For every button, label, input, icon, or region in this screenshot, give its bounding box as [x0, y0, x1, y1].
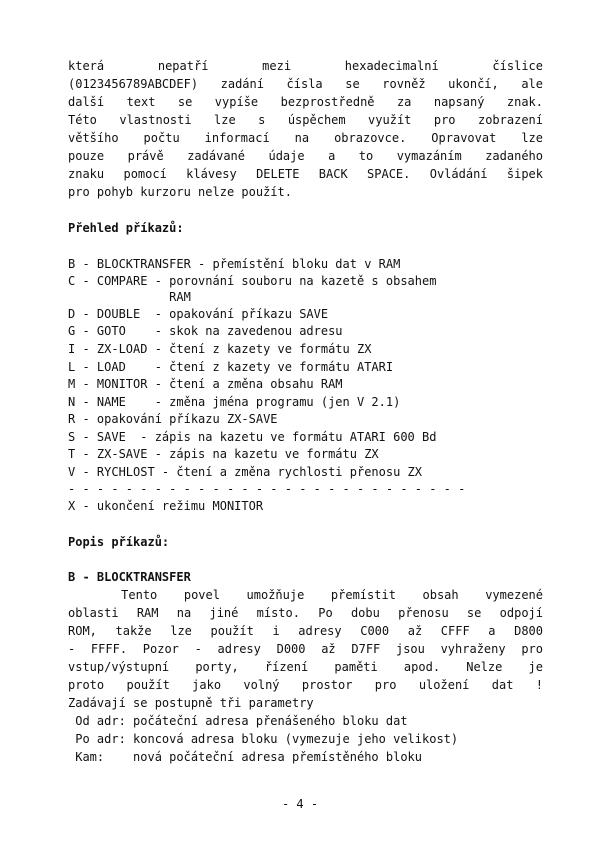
blocktransfer-title: B - BLOCKTRANSFER	[68, 570, 191, 584]
blocktransfer-text-line: Tento povel umožňuje přemístit obsah vymezené	[68, 588, 543, 602]
intro-line-2: (0123456789ABCDEF) zadání čísla se rovněž ukončí, ale	[68, 77, 543, 91]
parameter-line: Kam: nová počáteční adresa přemístěného bloku	[68, 750, 423, 764]
command-line: L - LOAD - čtení z kazety ve formátu ATARI	[68, 360, 394, 374]
command-line: B - BLOCKTRANSFER - přemístění bloku dat v RAM	[68, 257, 401, 271]
blocktransfer-text-line: vstup/výstupní porty, řízení paměti apod. Nelze je	[68, 660, 543, 674]
intro-line-6: pouze právě zadávané údaje a to vymazáním zadaného	[68, 149, 543, 163]
description-heading: Popis příkazů:	[68, 535, 170, 549]
intro-line-3: další text se vypíše bezprostředně za napsaný znak.	[68, 95, 543, 109]
blocktransfer-text-line: ROM, takže lze použít i adresy C000 až CFFF a D800	[68, 624, 543, 638]
blocktransfer-text-line: proto použít jako volný prostor pro uložení dat !	[68, 678, 543, 692]
overview-heading: Přehled příkazů:	[68, 221, 184, 235]
command-line: M - MONITOR - čtení a změna obsahu RAM	[68, 377, 343, 391]
command-line: S - SAVE - zápis na kazetu ve formátu ATARI 600 Bd	[68, 430, 437, 444]
exit-command-line: X - ukončení režimu MONITOR	[68, 499, 264, 513]
command-line: T - ZX-SAVE - zápis na kazetu ve formátu ZX	[68, 447, 379, 461]
command-line: V - RYCHLOST - čtení a změna rychlosti přenosu ZX	[68, 465, 423, 479]
parameter-line: Od adr: počáteční adresa přenášeného bloku dat	[68, 714, 408, 728]
command-line: N - NAME - změna jména programu (jen V 2.1)	[68, 395, 401, 409]
blocktransfer-text-line: oblasti RAM na jiné místo. Po dobu přenosu se odpojí	[68, 606, 543, 620]
command-line: R - opakování příkazu ZX-SAVE	[68, 412, 278, 426]
separator-line: - - - - - - - - - - - - - - - - - - - - - - - - - - - -	[68, 482, 466, 496]
intro-line-8: pro pohyb kurzoru nelze použít.	[68, 185, 292, 199]
blocktransfer-text-line: - FFFF. Pozor - adresy D000 až D7FF jsou vyhraženy pro	[68, 642, 543, 656]
intro-line-4: Této vlastnosti lze s úspěchem využít pro zobrazení	[68, 113, 543, 127]
command-line: C - COMPARE - porovnání souboru na kazetě s obsahem	[68, 274, 437, 288]
command-line: I - ZX-LOAD - čtení z kazety ve formátu ZX	[68, 342, 372, 356]
command-line: G - GOTO - skok na zavedenou adresu	[68, 324, 343, 338]
parameter-line: Po adr: koncová adresa bloku (vymezuje jeho velikost)	[68, 732, 459, 746]
command-line: RAM	[68, 290, 191, 304]
command-line: D - DOUBLE - opakování příkazu SAVE	[68, 307, 329, 321]
blocktransfer-text-line: Zadávají se postupně tři parametry	[68, 696, 314, 710]
intro-line-7: znaku pomocí klávesy DELETE BACK SPACE. Ovládání šipek	[68, 167, 543, 181]
intro-line-5: většího počtu informací na obrazovce. Opravovat lze	[68, 131, 543, 145]
page-number: - 4 -	[281, 797, 319, 811]
intro-line-1: která nepatří mezi hexadecimalní číslice	[68, 59, 543, 73]
